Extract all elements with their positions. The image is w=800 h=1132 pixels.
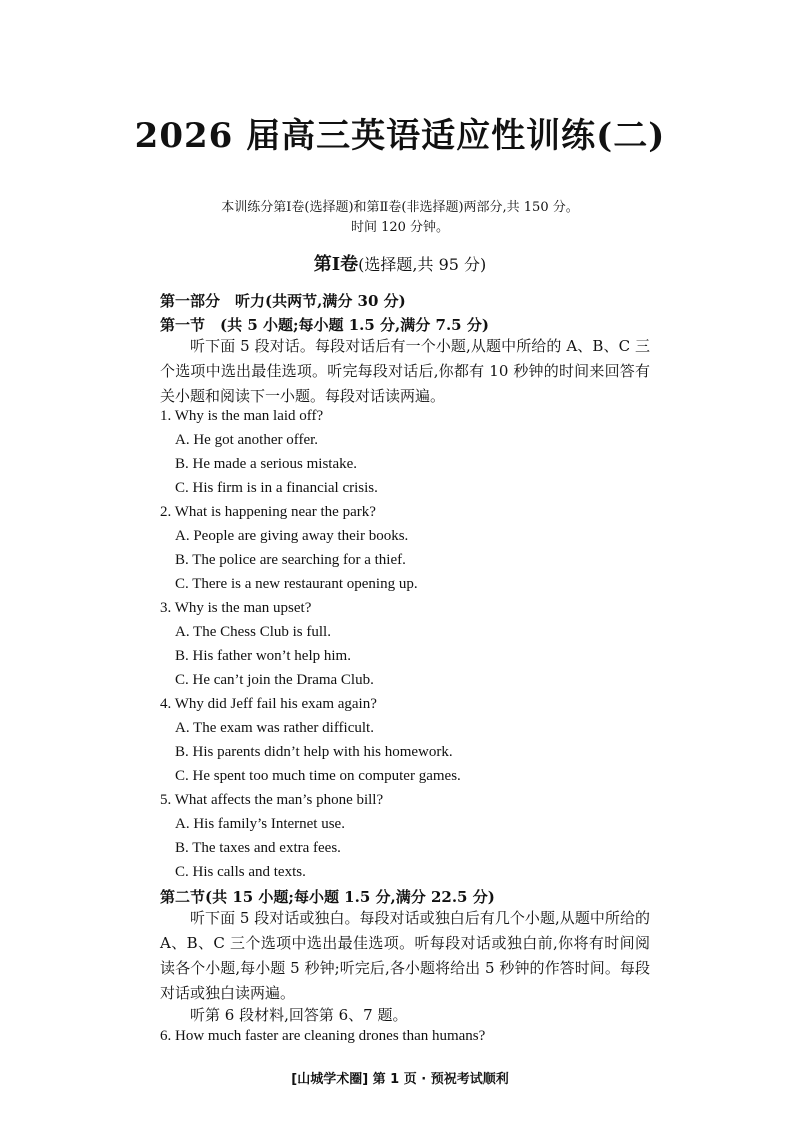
question-3-stem: 3. Why is the man upset? xyxy=(160,600,312,616)
question-5-stem: 5. What affects the man’s phone bill? xyxy=(160,792,384,808)
section-2-instructions: 听下面 5 段对话或独白。每段对话或独白后有几个小题,从题中所给的 A、B、C 三个选项中选出最佳选项。听每段对话或独白前,你将有时间阅读各个小题,每小题 5 秒钟;听完后,各小题将给出 5 秒钟的作答时间。每段对话或独白读两遍。 xyxy=(160,909,650,1002)
question-2-stem: 2. What is happening near the park? xyxy=(160,504,376,520)
question-2-option-b: B. The police are searching for a thief. xyxy=(175,552,406,568)
question-1-option-c: C. His firm is in a financial crisis. xyxy=(175,480,378,496)
exam-intro-line-1: 本训练分第Ⅰ卷(选择题)和第Ⅱ卷(非选择题)两部分,共 150 分。 xyxy=(221,200,579,215)
question-1-stem: 1. Why is the man laid off? xyxy=(160,408,324,424)
question-5-option-b: B. The taxes and extra fees. xyxy=(175,840,341,856)
question-2-option-c: C. There is a new restaurant opening up. xyxy=(175,576,418,592)
exam-intro-line-2: 时间 120 分钟。 xyxy=(350,220,450,235)
page-footer: [山城学术圈] 第 1 页 · 预祝考试顺利 xyxy=(291,1072,509,1087)
volume-label: 第Ⅰ卷 xyxy=(313,254,359,275)
question-5-option-c: C. His calls and texts. xyxy=(175,864,306,880)
volume-note: (选择题,共 95 分) xyxy=(358,255,487,274)
question-4-option-a: A. The exam was rather difficult. xyxy=(175,720,374,736)
page-title: 2026 届高三英语适应性训练(二) xyxy=(134,116,666,156)
question-6-stem: 6. How much faster are cleaning drones than humans? xyxy=(160,1028,486,1044)
section-2-heading: 第二节(共 15 小题;每小题 1.5 分,满分 22.5 分) xyxy=(160,888,495,906)
question-4-option-c: C. He spent too much time on computer games. xyxy=(175,768,461,784)
question-3-option-a: A. The Chess Club is full. xyxy=(175,624,331,640)
section-1-instructions: 听下面 5 段对话。每段对话后有一个小题,从题中所给的 A、B、C 三个选项中选出最佳选项。听完每段对话后,你都有 10 秒钟的时间来回答有关小题和阅读下一小题。每段对话读两遍。 xyxy=(160,337,650,405)
question-5-option-a: A. His family’s Internet use. xyxy=(175,816,345,832)
question-2-option-a: A. People are giving away their books. xyxy=(175,528,409,544)
question-4-option-b: B. His parents didn’t help with his homework. xyxy=(175,744,453,760)
question-3-option-b: B. His father won’t help him. xyxy=(175,648,351,664)
volume-heading xyxy=(0,250,800,276)
question-3-option-c: C. He can’t join the Drama Club. xyxy=(175,672,374,688)
question-1-option-a: A. He got another offer. xyxy=(175,432,319,448)
question-4-stem: 4. Why did Jeff fail his exam again? xyxy=(160,696,377,712)
part-heading: 第一部分 听力(共两节,满分 30 分) xyxy=(160,292,406,310)
question-1-option-b: B. He made a serious mistake. xyxy=(175,456,358,472)
section-1-heading: 第一节 (共 5 小题;每小题 1.5 分,满分 7.5 分) xyxy=(160,316,489,334)
material-note: 听第 6 段材料,回答第 6、7 题。 xyxy=(190,1006,408,1024)
